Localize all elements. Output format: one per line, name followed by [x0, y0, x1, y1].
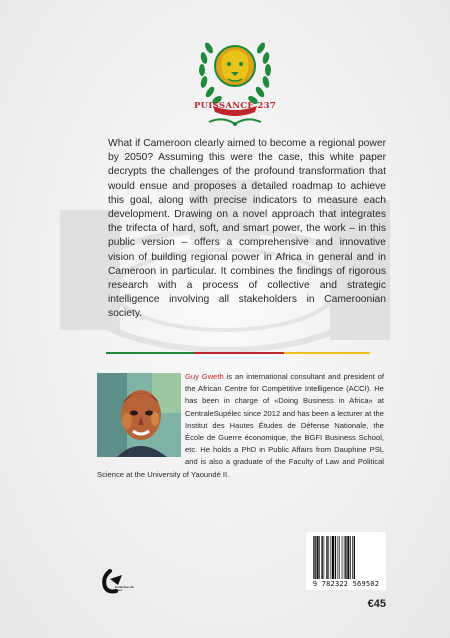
price-label: €45 — [367, 598, 386, 610]
back-cover-blurb: What if Cameroon clearly aimed to become a regional power by 2050? Assuming this were the case, this white paper decrypts the challenges of the profound transformation that would ensue and proposes a detailed roadmap to achieve this goal, along with precise indicators to measure each development. Drawing on a novel approach that integrates the trifecta of hard, soft, and smart power, the work – in this public version – offers a comprehensive and innovative vision of building regional power in Africa in general and in Cameroon in particular. It combines the findings of rigorous research with a process of collective and strategic intelligence involving all stakeholders in Cameroonian society. — [108, 138, 386, 320]
author-bio — [97, 371, 384, 481]
barcode-digits: 9 782322 569502 — [312, 580, 380, 588]
logo-text: PUISSANCE 237 — [193, 101, 277, 111]
puissance-237-emblem — [195, 30, 275, 130]
barcode-icon — [312, 536, 380, 579]
author-bio-text: is an international consultant and president of the African Centre for Competitive Intelligence (ACCI). He has been in charge of «Doing Business in Africa» at CentraleSupélec since 2012 and has been a lecturer at the Institut des Hautes Études de Défense Nationale, the École de Guerre économique, the BGFI Business School, etc. He holds a PhD in Public Affairs from Dauphine PSL and is also a graduate of the Faculty of Law and Political Science at the University of Yaoundé II. — [97, 372, 384, 479]
divider-red — [194, 352, 284, 354]
divider-green — [106, 352, 194, 354]
publisher-label: Collection du Livre — [115, 585, 134, 593]
lion-head-icon — [215, 46, 255, 86]
author-name: Guy Gweth — [185, 372, 224, 381]
divider-yellow — [284, 352, 370, 354]
